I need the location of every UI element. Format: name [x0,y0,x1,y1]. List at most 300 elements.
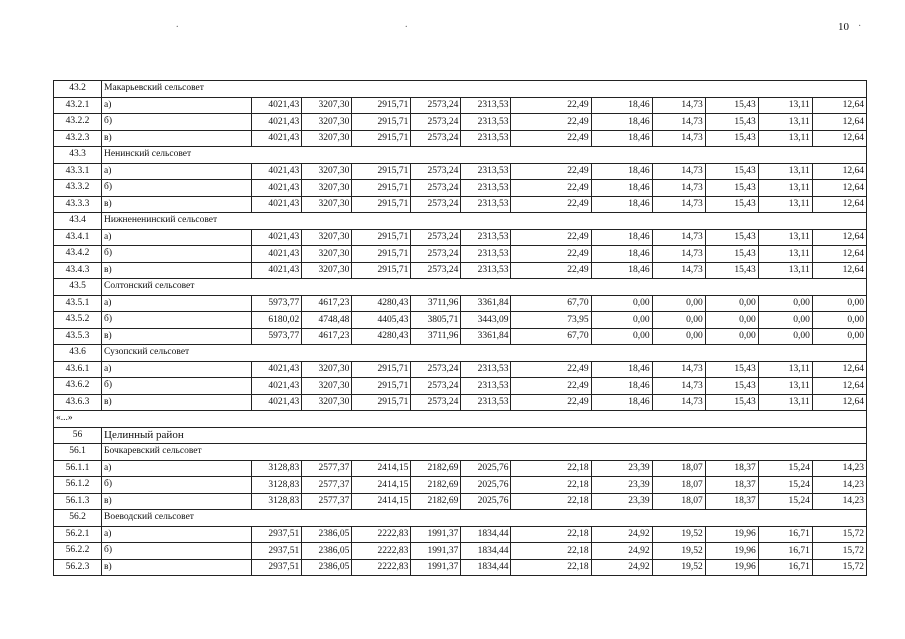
table-row [54,130,867,147]
value-cell: 14,73 [652,361,705,378]
value-cell: 2915,71 [352,246,411,263]
value-cell: 4021,43 [252,246,302,263]
value-cell: 2313,53 [461,196,511,213]
row-code: 43.3.2 [54,180,102,197]
value-cell: 12,64 [812,246,866,263]
table-row [54,97,867,114]
section-title: Ненинский сельсовет [102,147,867,164]
value-cell: 22,49 [511,246,591,263]
value-cell: 4021,43 [252,130,302,147]
row-label: а) [102,526,252,543]
value-cell: 0,00 [591,328,652,345]
section-title: Солтонский сельсовет [102,279,867,296]
row-code: 43.4.1 [54,229,102,246]
value-cell: 1991,37 [411,559,461,576]
value-cell: 4021,43 [252,97,302,114]
row-label: б) [102,180,252,197]
value-cell: 67,70 [511,295,591,312]
value-cell: 19,52 [652,526,705,543]
table-row [54,163,867,180]
scan-mark: · [858,21,862,32]
table-row [54,559,867,576]
value-cell: 1834,44 [461,543,511,560]
value-cell: 3207,30 [302,262,352,279]
row-label: а) [102,295,252,312]
value-cell: 22,49 [511,229,591,246]
value-cell: 18,46 [591,394,652,411]
value-cell: 4021,43 [252,229,302,246]
value-cell: 15,43 [705,229,758,246]
table-row [54,361,867,378]
value-cell: 2222,83 [352,559,411,576]
value-cell: 2313,53 [461,114,511,131]
value-cell: 12,64 [812,378,866,395]
value-cell: 12,64 [812,114,866,131]
value-cell: 14,73 [652,262,705,279]
row-code: 43.5.3 [54,328,102,345]
value-cell: 5973,77 [252,295,302,312]
value-cell: 19,96 [705,526,758,543]
value-cell: 2577,37 [302,493,352,510]
value-cell: 2313,53 [461,246,511,263]
value-cell: 2573,24 [411,394,461,411]
value-cell: 14,23 [812,460,866,477]
value-cell: 15,24 [758,460,812,477]
value-cell: 12,64 [812,180,866,197]
value-cell: 12,64 [812,97,866,114]
value-cell: 4021,43 [252,196,302,213]
section-header-row [54,345,867,362]
value-cell: 2313,53 [461,130,511,147]
value-cell: 15,72 [812,559,866,576]
value-cell: 2915,71 [352,361,411,378]
tariff-table [53,80,867,576]
row-label: б) [102,246,252,263]
ellipsis-text: «...» [54,411,867,428]
value-cell: 18,46 [591,163,652,180]
value-cell: 22,18 [511,526,591,543]
value-cell: 2915,71 [352,114,411,131]
value-cell: 14,23 [812,493,866,510]
value-cell: 2313,53 [461,262,511,279]
value-cell: 3711,96 [411,328,461,345]
value-cell: 12,64 [812,163,866,180]
value-cell: 2573,24 [411,180,461,197]
scan-mark: . [176,19,179,30]
table-row [54,493,867,510]
value-cell: 3128,83 [252,493,302,510]
value-cell: 15,43 [705,246,758,263]
row-label: в) [102,130,252,147]
value-cell: 3711,96 [411,295,461,312]
value-cell: 2915,71 [352,163,411,180]
value-cell: 18,46 [591,229,652,246]
table-row [54,180,867,197]
row-label: б) [102,114,252,131]
value-cell: 15,43 [705,163,758,180]
value-cell: 2025,76 [461,493,511,510]
value-cell: 15,43 [705,97,758,114]
district-code: 56 [54,427,102,444]
value-cell: 3207,30 [302,229,352,246]
value-cell: 4021,43 [252,180,302,197]
value-cell: 15,24 [758,493,812,510]
value-cell: 67,70 [511,328,591,345]
value-cell: 0,00 [705,312,758,329]
table-row [54,229,867,246]
value-cell: 18,37 [705,460,758,477]
value-cell: 4021,43 [252,361,302,378]
row-label: б) [102,477,252,494]
value-cell: 18,46 [591,114,652,131]
value-cell: 18,46 [591,262,652,279]
value-cell: 22,18 [511,559,591,576]
row-label: а) [102,163,252,180]
value-cell: 2386,05 [302,559,352,576]
value-cell: 4021,43 [252,114,302,131]
value-cell: 18,37 [705,477,758,494]
value-cell: 12,64 [812,262,866,279]
value-cell: 19,52 [652,559,705,576]
value-cell: 0,00 [758,312,812,329]
value-cell: 2313,53 [461,180,511,197]
row-label: б) [102,378,252,395]
value-cell: 3207,30 [302,180,352,197]
table-row [54,328,867,345]
section-code: 56.1 [54,444,102,461]
table-row [54,394,867,411]
value-cell: 22,18 [511,493,591,510]
value-cell: 19,96 [705,559,758,576]
value-cell: 18,46 [591,130,652,147]
value-cell: 14,73 [652,394,705,411]
value-cell: 15,43 [705,180,758,197]
row-label: в) [102,493,252,510]
row-code: 43.4.2 [54,246,102,263]
value-cell: 2182,69 [411,477,461,494]
table-row [54,246,867,263]
value-cell: 2025,76 [461,477,511,494]
value-cell: 2573,24 [411,378,461,395]
table-row [54,196,867,213]
value-cell: 3207,30 [302,394,352,411]
value-cell: 2313,53 [461,97,511,114]
value-cell: 22,18 [511,477,591,494]
value-cell: 0,00 [812,295,866,312]
value-cell: 3207,30 [302,114,352,131]
value-cell: 22,49 [511,163,591,180]
table-row [54,460,867,477]
ellipsis-row [54,411,867,428]
section-code: 56.2 [54,510,102,527]
value-cell: 2573,24 [411,246,461,263]
value-cell: 22,49 [511,114,591,131]
value-cell: 2915,71 [352,394,411,411]
value-cell: 2313,53 [461,361,511,378]
value-cell: 2937,51 [252,543,302,560]
value-cell: 1834,44 [461,559,511,576]
value-cell: 1991,37 [411,526,461,543]
value-cell: 22,49 [511,97,591,114]
row-code: 56.1.3 [54,493,102,510]
value-cell: 2025,76 [461,460,511,477]
value-cell: 13,11 [758,394,812,411]
value-cell: 0,00 [705,295,758,312]
value-cell: 14,73 [652,378,705,395]
table-row [54,378,867,395]
value-cell: 13,11 [758,262,812,279]
value-cell: 4021,43 [252,378,302,395]
value-cell: 22,18 [511,460,591,477]
value-cell: 22,49 [511,394,591,411]
value-cell: 4405,43 [352,312,411,329]
row-label: а) [102,229,252,246]
value-cell: 15,72 [812,543,866,560]
value-cell: 14,73 [652,130,705,147]
value-cell: 24,92 [591,559,652,576]
row-code: 56.2.3 [54,559,102,576]
value-cell: 2386,05 [302,526,352,543]
value-cell: 24,92 [591,543,652,560]
value-cell: 13,11 [758,163,812,180]
table-row [54,526,867,543]
section-code: 43.4 [54,213,102,230]
value-cell: 4021,43 [252,394,302,411]
section-code: 43.2 [54,81,102,98]
value-cell: 12,64 [812,361,866,378]
value-cell: 12,64 [812,229,866,246]
section-header-row [54,279,867,296]
row-code: 43.4.3 [54,262,102,279]
row-label: в) [102,196,252,213]
value-cell: 22,49 [511,262,591,279]
value-cell: 24,92 [591,526,652,543]
value-cell: 14,73 [652,246,705,263]
value-cell: 15,43 [705,196,758,213]
value-cell: 4617,23 [302,328,352,345]
value-cell: 14,73 [652,180,705,197]
value-cell: 1991,37 [411,543,461,560]
section-code: 43.6 [54,345,102,362]
value-cell: 13,11 [758,114,812,131]
row-code: 43.6.3 [54,394,102,411]
value-cell: 16,71 [758,559,812,576]
row-code: 43.2.3 [54,130,102,147]
value-cell: 18,46 [591,378,652,395]
value-cell: 14,73 [652,196,705,213]
value-cell: 16,71 [758,526,812,543]
value-cell: 23,39 [591,493,652,510]
value-cell: 22,49 [511,130,591,147]
value-cell: 2182,69 [411,460,461,477]
table-row [54,114,867,131]
row-code: 56.1.2 [54,477,102,494]
value-cell: 2573,24 [411,114,461,131]
row-code: 43.3.3 [54,196,102,213]
value-cell: 2313,53 [461,394,511,411]
value-cell: 18,46 [591,246,652,263]
value-cell: 4617,23 [302,295,352,312]
section-title: Макарьевский сельсовет [102,81,867,98]
value-cell: 0,00 [758,328,812,345]
value-cell: 15,43 [705,394,758,411]
value-cell: 1834,44 [461,526,511,543]
row-code: 56.1.1 [54,460,102,477]
value-cell: 3128,83 [252,460,302,477]
value-cell: 12,64 [812,394,866,411]
value-cell: 4021,43 [252,163,302,180]
value-cell: 2414,15 [352,460,411,477]
value-cell: 15,43 [705,262,758,279]
value-cell: 13,11 [758,180,812,197]
value-cell: 2573,24 [411,163,461,180]
row-label: в) [102,262,252,279]
value-cell: 13,11 [758,97,812,114]
value-cell: 2313,53 [461,229,511,246]
value-cell: 2386,05 [302,543,352,560]
value-cell: 2573,24 [411,97,461,114]
row-code: 43.6.1 [54,361,102,378]
value-cell: 0,00 [652,295,705,312]
value-cell: 3128,83 [252,477,302,494]
value-cell: 2915,71 [352,378,411,395]
value-cell: 4748,48 [302,312,352,329]
row-code: 43.3.1 [54,163,102,180]
value-cell: 22,49 [511,196,591,213]
value-cell: 12,64 [812,196,866,213]
section-header-row [54,81,867,98]
value-cell: 0,00 [652,312,705,329]
district-row [54,427,867,444]
value-cell: 18,46 [591,180,652,197]
value-cell: 18,07 [652,477,705,494]
scan-mark: . [405,19,408,30]
table-row [54,312,867,329]
table-body [54,81,867,576]
table-row [54,477,867,494]
section-header-row [54,510,867,527]
value-cell: 15,24 [758,477,812,494]
value-cell: 14,23 [812,477,866,494]
row-label: б) [102,543,252,560]
row-label: б) [102,312,252,329]
row-label: в) [102,559,252,576]
value-cell: 2182,69 [411,493,461,510]
value-cell: 3361,84 [461,295,511,312]
value-cell: 2414,15 [352,493,411,510]
value-cell: 3207,30 [302,130,352,147]
value-cell: 2915,71 [352,97,411,114]
value-cell: 22,49 [511,180,591,197]
section-title: Бочкаревский сельсовет [102,444,867,461]
value-cell: 6180,02 [252,312,302,329]
value-cell: 2577,37 [302,477,352,494]
value-cell: 2313,53 [461,378,511,395]
value-cell: 2577,37 [302,460,352,477]
value-cell: 2573,24 [411,361,461,378]
value-cell: 0,00 [652,328,705,345]
value-cell: 2915,71 [352,180,411,197]
value-cell: 4021,43 [252,262,302,279]
value-cell: 2915,71 [352,130,411,147]
value-cell: 0,00 [812,312,866,329]
value-cell: 13,11 [758,246,812,263]
value-cell: 22,49 [511,378,591,395]
value-cell: 13,11 [758,130,812,147]
district-title: Целинный район [102,427,867,444]
value-cell: 15,43 [705,114,758,131]
row-code: 56.2.2 [54,543,102,560]
value-cell: 14,73 [652,97,705,114]
row-code: 43.5.1 [54,295,102,312]
table-row [54,543,867,560]
section-header-row [54,147,867,164]
value-cell: 4280,43 [352,295,411,312]
row-code: 56.2.1 [54,526,102,543]
value-cell: 14,73 [652,229,705,246]
section-title: Нижнененинский сельсовет [102,213,867,230]
value-cell: 0,00 [591,312,652,329]
value-cell: 23,39 [591,460,652,477]
section-code: 43.5 [54,279,102,296]
value-cell: 15,72 [812,526,866,543]
value-cell: 16,71 [758,543,812,560]
value-cell: 2573,24 [411,130,461,147]
row-label: а) [102,460,252,477]
value-cell: 3207,30 [302,246,352,263]
section-code: 43.3 [54,147,102,164]
section-header-row [54,213,867,230]
table-row [54,262,867,279]
value-cell: 2222,83 [352,543,411,560]
value-cell: 19,96 [705,543,758,560]
row-label: в) [102,328,252,345]
value-cell: 3207,30 [302,97,352,114]
section-header-row [54,444,867,461]
row-label: в) [102,394,252,411]
value-cell: 13,11 [758,196,812,213]
value-cell: 18,46 [591,196,652,213]
table-row [54,295,867,312]
value-cell: 18,07 [652,460,705,477]
value-cell: 12,64 [812,130,866,147]
value-cell: 3207,30 [302,361,352,378]
value-cell: 2313,53 [461,163,511,180]
value-cell: 13,11 [758,361,812,378]
value-cell: 2573,24 [411,262,461,279]
value-cell: 0,00 [812,328,866,345]
value-cell: 3443,09 [461,312,511,329]
value-cell: 18,37 [705,493,758,510]
row-label: а) [102,97,252,114]
value-cell: 3361,84 [461,328,511,345]
value-cell: 13,11 [758,378,812,395]
value-cell: 15,43 [705,130,758,147]
value-cell: 3207,30 [302,163,352,180]
row-code: 43.2.2 [54,114,102,131]
value-cell: 2915,71 [352,229,411,246]
value-cell: 2573,24 [411,196,461,213]
page-number: 10 [838,21,849,33]
row-code: 43.6.2 [54,378,102,395]
value-cell: 5973,77 [252,328,302,345]
value-cell: 3805,71 [411,312,461,329]
value-cell: 2222,83 [352,526,411,543]
value-cell: 2915,71 [352,196,411,213]
section-title: Воеводский сельсовет [102,510,867,527]
value-cell: 23,39 [591,477,652,494]
value-cell: 22,49 [511,361,591,378]
